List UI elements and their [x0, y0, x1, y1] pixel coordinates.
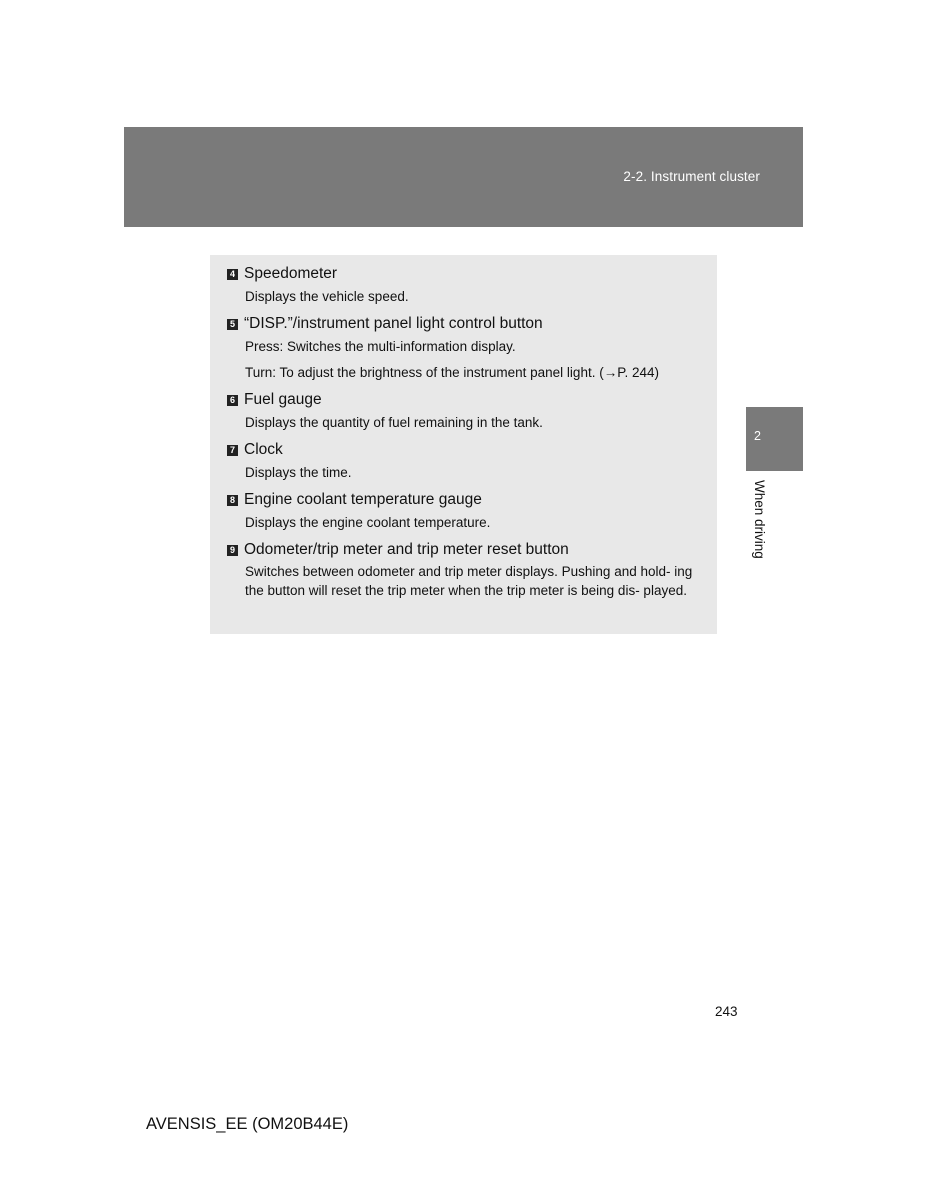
item-title: [227, 441, 283, 459]
item-title: [227, 315, 543, 333]
item-description: Turn: To adjust the brightness of the instrument panel light. (→P. 244): [245, 365, 659, 380]
footer-model: AVENSIS_EE (OM20B44E): [146, 1115, 349, 1133]
item-number-badge: 5: [227, 319, 238, 330]
item-title-text: Fuel gauge: [244, 391, 322, 408]
item-title-text: Odometer/trip meter and trip meter reset button: [244, 541, 569, 558]
item-title: [227, 391, 322, 409]
item-description: Displays the quantity of fuel remaining in the tank.: [245, 415, 543, 430]
item-description: Press: Switches the multi-information display.: [245, 339, 516, 354]
item-title-text: Clock: [244, 441, 283, 458]
item-number-badge: 9: [227, 545, 238, 556]
content-box: [210, 255, 717, 634]
item-description: Displays the time.: [245, 465, 352, 480]
item-title: [227, 265, 337, 283]
item-title-text: “DISP.”/instrument panel light control button: [244, 315, 543, 332]
chapter-label: When driving: [752, 480, 767, 559]
item-number-badge: 8: [227, 495, 238, 506]
header-band: [124, 127, 803, 227]
item-number-badge: 6: [227, 395, 238, 406]
item-title: [227, 491, 482, 509]
item-description: Switches between odometer and trip meter displays. Pushing and hold- ing the button will reset the trip meter when the trip meter is being dis- played.: [245, 564, 693, 598]
chapter-tab: [746, 407, 803, 471]
page-number: 243: [715, 1004, 738, 1019]
item-number-badge: 4: [227, 269, 238, 280]
item-title-text: Engine coolant temperature gauge: [244, 491, 482, 508]
item-title-text: Speedometer: [244, 265, 338, 282]
item-number-badge: 7: [227, 445, 238, 456]
chapter-number: 2: [754, 429, 761, 443]
item-title: [227, 541, 569, 559]
section-title: 2-2. Instrument cluster: [623, 169, 760, 184]
item-description: Displays the vehicle speed.: [245, 289, 409, 304]
item-description: Displays the engine coolant temperature.: [245, 515, 491, 530]
